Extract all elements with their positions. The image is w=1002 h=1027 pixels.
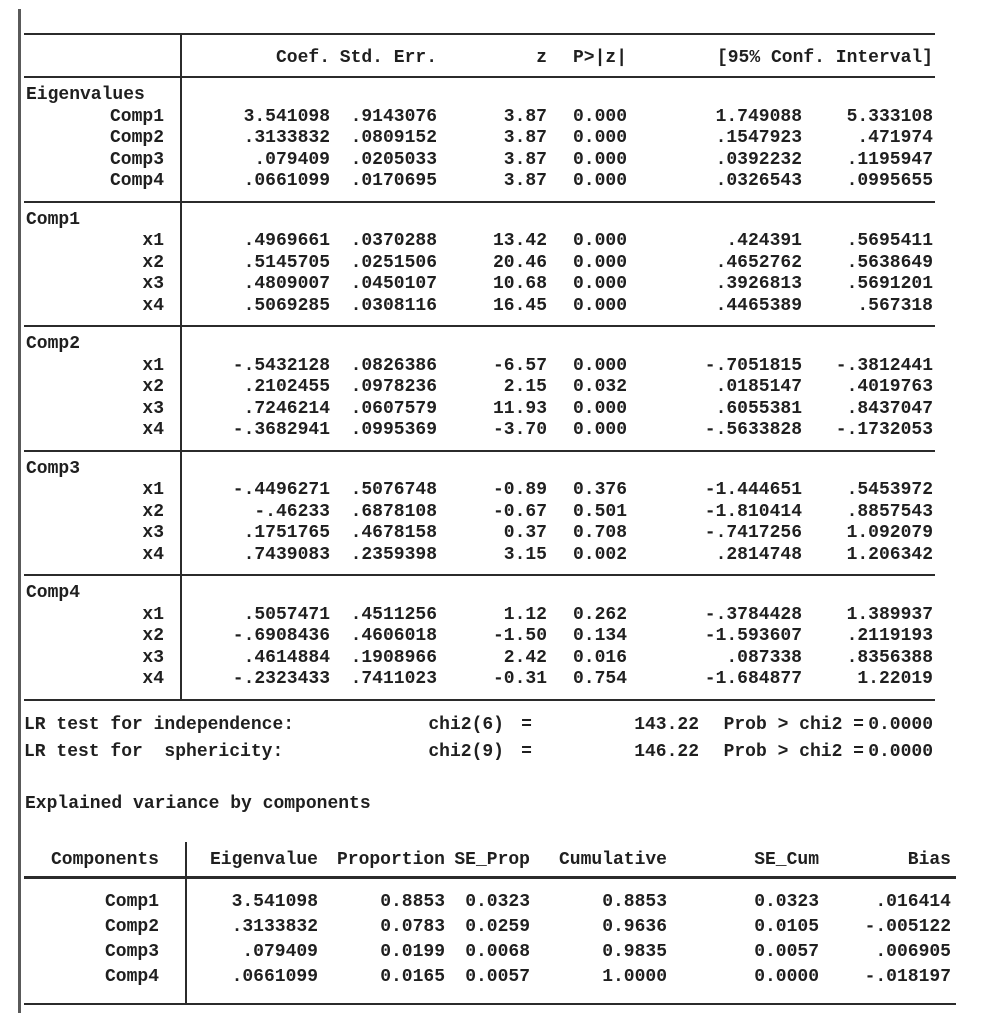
- table-row: [24, 523, 935, 545]
- coef-value: .5057471: [243, 604, 330, 625]
- ci-low-value: -.7051815: [704, 355, 802, 376]
- row-label: x2: [142, 626, 164, 646]
- eigenvalue-value: .0661099: [231, 967, 318, 987]
- stderr-value: .0308116: [350, 295, 437, 316]
- variance-table: [24, 840, 956, 1005]
- ci-low-value: .0326543: [715, 171, 802, 191]
- col-header-z: z: [536, 48, 547, 68]
- table-row: [24, 965, 956, 990]
- ci-high-value: .0995655: [846, 171, 933, 191]
- z-value: 11.93: [492, 398, 547, 419]
- row-label: x2: [142, 252, 164, 273]
- p-value: 0.000: [572, 398, 627, 419]
- ci-high-value: .2119193: [846, 626, 933, 646]
- ci-high-value: 5.333108: [846, 106, 933, 127]
- stderr-value: .0607579: [350, 398, 437, 419]
- table-row: [24, 626, 935, 648]
- ci-high-value: .4019763: [846, 377, 933, 397]
- table-row: [24, 940, 956, 965]
- row-label: Comp1: [104, 892, 159, 912]
- proportion-value: 0.0199: [380, 942, 445, 962]
- ci-low-value: .1547923: [715, 128, 802, 148]
- p-value: 0.262: [572, 604, 627, 625]
- ci-high-value: .5691201: [846, 274, 933, 294]
- col-header-stderr: Std. Err.: [339, 48, 437, 68]
- cumulative-value: 0.9636: [602, 917, 667, 937]
- z-value: 3.87: [503, 106, 547, 127]
- table-section-comp2: [24, 327, 935, 452]
- chi2-stat: chi2(9): [428, 742, 504, 762]
- ci-high-value: .567318: [857, 295, 933, 316]
- coef-value: .5145705: [243, 252, 330, 273]
- ci-high-value: 1.092079: [846, 523, 933, 543]
- ci-high-value: 1.389937: [846, 604, 933, 625]
- se-cum-value: 0.0323: [754, 892, 819, 912]
- table-row: [24, 502, 935, 524]
- p-value: 0.000: [572, 106, 627, 127]
- coef-value: -.3682941: [232, 420, 330, 440]
- section-label: Comp3: [26, 458, 81, 479]
- table-row: [24, 915, 956, 940]
- table-section-comp1: [24, 203, 935, 328]
- z-value: -0.67: [492, 501, 547, 522]
- bias-value: .016414: [875, 892, 951, 912]
- table-row: [24, 480, 935, 502]
- ci-high-value: 1.206342: [846, 544, 933, 565]
- table-row: [24, 890, 956, 915]
- p-value: 0.000: [572, 355, 627, 376]
- z-value: -3.70: [492, 420, 547, 440]
- row-label: Comp1: [109, 106, 164, 127]
- coef-value: .2102455: [243, 377, 330, 397]
- lr-test-sphericity: [24, 739, 935, 766]
- table-row: [24, 171, 935, 193]
- chi2-value: 146.22: [634, 742, 699, 762]
- col-header-components: Components: [50, 850, 159, 870]
- stderr-value: .0251506: [350, 252, 437, 273]
- col-header-se-cum: SE_Cum: [754, 850, 819, 870]
- stderr-value: .4678158: [350, 523, 437, 543]
- ci-high-value: .8356388: [846, 647, 933, 668]
- ci-low-value: .4652762: [715, 252, 802, 273]
- z-value: 3.15: [503, 544, 547, 565]
- section-label: Comp4: [26, 583, 81, 603]
- row-label: x1: [142, 355, 164, 376]
- stderr-value: .9143076: [350, 106, 437, 127]
- p-value: 0.754: [572, 669, 627, 689]
- coef-value: -.5432128: [232, 355, 330, 376]
- chi2-stat: chi2(6): [428, 715, 504, 735]
- z-value: 3.87: [503, 128, 547, 148]
- coef-value: -.2323433: [232, 669, 330, 689]
- row-label: Comp3: [104, 942, 159, 962]
- stderr-value: .0809152: [350, 128, 437, 148]
- ci-low-value: -1.444651: [704, 480, 802, 500]
- p-value: 0.000: [572, 274, 627, 294]
- row-label: x3: [142, 398, 164, 419]
- table-row: [24, 107, 935, 129]
- section-label: Comp2: [26, 334, 81, 354]
- variance-table-header: [24, 840, 956, 879]
- stderr-value: .0450107: [350, 274, 437, 294]
- col-header-eigenvalue: Eigenvalue: [209, 850, 318, 870]
- stderr-value: .0978236: [350, 377, 437, 397]
- ci-high-value: .8437047: [846, 398, 933, 419]
- row-label: x3: [142, 523, 164, 543]
- stderr-value: .0205033: [350, 149, 437, 170]
- cumulative-value: 0.8853: [602, 892, 667, 912]
- ci-high-value: .5638649: [846, 252, 933, 273]
- table-section-eigenvalues: [24, 78, 935, 203]
- section-label: Comp1: [26, 209, 81, 230]
- table-row: [24, 150, 935, 172]
- proportion-value: 0.0783: [380, 917, 445, 937]
- ci-high-value: .5453972: [846, 480, 933, 500]
- z-value: 10.68: [492, 274, 547, 294]
- z-value: 13.42: [492, 231, 547, 251]
- stderr-value: .4606018: [350, 626, 437, 646]
- table-row: [24, 648, 935, 670]
- row-label: Comp3: [109, 149, 164, 170]
- stderr-value: .0170695: [350, 171, 437, 191]
- row-label: Comp2: [104, 917, 159, 937]
- stderr-value: .5076748: [350, 480, 437, 500]
- coef-value: -.46233: [254, 501, 330, 522]
- row-label: x3: [142, 647, 164, 668]
- lr-test-label: LR test for independence:: [24, 715, 295, 735]
- se-prop-value: 0.0057: [465, 967, 530, 987]
- p-value: 0.501: [572, 501, 627, 522]
- proportion-value: 0.8853: [380, 892, 445, 912]
- bias-value: -.018197: [864, 967, 951, 987]
- coef-value: .3133832: [243, 128, 330, 148]
- col-header-cumulative: Cumulative: [558, 850, 667, 870]
- ci-low-value: .2814748: [715, 544, 802, 565]
- p-value: 0.000: [572, 231, 627, 251]
- table-row: [24, 669, 935, 691]
- table-section-comp3: [24, 452, 935, 577]
- coef-value: .079409: [254, 149, 330, 170]
- col-header-bias: Bias: [907, 850, 951, 870]
- z-value: -6.57: [492, 355, 547, 376]
- p-value: 0.002: [572, 544, 627, 565]
- table-row: [24, 399, 935, 421]
- ci-low-value: .0185147: [715, 377, 802, 397]
- row-label: x1: [142, 480, 164, 500]
- p-value: 0.016: [572, 647, 627, 668]
- row-label: x4: [142, 295, 164, 316]
- table-row: [24, 420, 935, 442]
- ci-high-value: 1.22019: [857, 669, 933, 689]
- se-prop-value: 0.0259: [465, 917, 530, 937]
- equals-sign: =: [521, 715, 532, 735]
- coef-value: .7246214: [243, 398, 330, 419]
- coef-value: .4809007: [243, 274, 330, 294]
- bias-value: .006905: [875, 942, 951, 962]
- se-cum-value: 0.0057: [754, 942, 819, 962]
- ci-low-value: -.5633828: [704, 420, 802, 440]
- z-value: 2.42: [503, 647, 547, 668]
- coef-value: .4969661: [243, 231, 330, 251]
- eigenvalue-value: 3.541098: [231, 892, 318, 912]
- table-row: [24, 605, 935, 627]
- table-section-comp4: [24, 576, 935, 701]
- ci-high-value: -.3812441: [835, 355, 933, 376]
- variance-table-body: [24, 879, 956, 1005]
- stderr-value: .4511256: [350, 604, 437, 625]
- coef-value: .7439083: [243, 544, 330, 565]
- variance-table-divider-line: [185, 842, 187, 1005]
- col-header-se-prop: SE_Prop: [454, 850, 530, 870]
- row-label: x2: [142, 377, 164, 397]
- ci-low-value: 1.749088: [715, 106, 802, 127]
- table-row: [24, 274, 935, 296]
- z-value: 2.15: [503, 377, 547, 397]
- p-value: 0.032: [572, 377, 627, 397]
- z-value: 3.87: [503, 149, 547, 170]
- ci-low-value: .087338: [726, 647, 802, 668]
- p-value: 0.134: [572, 626, 627, 646]
- ci-high-value: .5695411: [846, 231, 933, 251]
- cumulative-value: 1.0000: [602, 967, 667, 987]
- coefficient-table: [24, 33, 935, 701]
- col-header-coef: Coef.: [275, 48, 330, 68]
- ci-low-value: -1.684877: [704, 669, 802, 689]
- coef-value: 3.541098: [243, 106, 330, 127]
- se-prop-value: 0.0323: [465, 892, 530, 912]
- z-value: 20.46: [492, 252, 547, 273]
- table-row: [24, 128, 935, 150]
- p-value: 0.000: [572, 128, 627, 148]
- p-value: 0.708: [572, 523, 627, 543]
- coef-value: .5069285: [243, 295, 330, 316]
- table-row: [24, 296, 935, 318]
- z-value: -0.31: [492, 669, 547, 689]
- col-header-proportion: Proportion: [336, 850, 445, 870]
- ci-low-value: .3926813: [715, 274, 802, 294]
- ci-high-value: .471974: [857, 128, 933, 148]
- equals-sign: =: [521, 742, 532, 762]
- stderr-value: .7411023: [350, 669, 437, 689]
- ci-low-value: -1.810414: [704, 501, 802, 522]
- stderr-value: .1908966: [350, 647, 437, 668]
- se-cum-value: 0.0000: [754, 967, 819, 987]
- coef-value: .0661099: [243, 171, 330, 191]
- variance-section-title: Explained variance by components: [25, 794, 371, 814]
- table-divider-line: [180, 35, 182, 701]
- lr-test-label: LR test for sphericity:: [24, 742, 284, 762]
- z-value: 0.37: [503, 523, 547, 543]
- prob-label: Prob > chi2 =: [723, 742, 864, 762]
- chi2-value: 143.22: [634, 715, 699, 735]
- prob-value: 0.0000: [868, 742, 933, 762]
- row-label: x2: [142, 501, 164, 522]
- coef-value: .4614884: [243, 647, 330, 668]
- lr-test-section: [24, 712, 935, 766]
- ci-low-value: .4465389: [715, 295, 802, 316]
- row-label: x1: [142, 231, 164, 251]
- stderr-value: .0826386: [350, 355, 437, 376]
- z-value: 16.45: [492, 295, 547, 316]
- ci-low-value: -.3784428: [704, 604, 802, 625]
- p-value: 0.000: [572, 252, 627, 273]
- lr-test-independence: [24, 712, 935, 739]
- ci-low-value: .0392232: [715, 149, 802, 170]
- coef-value: .1751765: [243, 523, 330, 543]
- p-value: 0.000: [572, 171, 627, 191]
- z-value: -1.50: [492, 626, 547, 646]
- ci-high-value: .8857543: [846, 501, 933, 522]
- se-prop-value: 0.0068: [465, 942, 530, 962]
- z-value: 3.87: [503, 171, 547, 191]
- row-label: Comp4: [104, 967, 159, 987]
- row-label: x4: [142, 420, 164, 440]
- stderr-value: .0995369: [350, 420, 437, 440]
- col-header-ci: [95% Conf. Interval]: [716, 48, 933, 68]
- p-value: 0.000: [572, 149, 627, 170]
- eigenvalue-value: .079409: [242, 942, 318, 962]
- table-row: [24, 253, 935, 275]
- row-label: Comp4: [109, 171, 164, 191]
- results-left-border: [18, 9, 21, 1013]
- p-value: 0.000: [572, 420, 627, 440]
- se-cum-value: 0.0105: [754, 917, 819, 937]
- p-value: 0.376: [572, 480, 627, 500]
- coef-value: -.6908436: [232, 626, 330, 646]
- stderr-value: .0370288: [350, 231, 437, 251]
- section-label: Eigenvalues: [26, 85, 145, 105]
- coefficient-table-header: [24, 35, 935, 78]
- ci-low-value: -1.593607: [704, 626, 802, 646]
- z-value: 1.12: [503, 604, 547, 625]
- ci-low-value: -.7417256: [704, 523, 802, 543]
- row-label: Comp2: [109, 128, 164, 148]
- eigenvalue-value: .3133832: [231, 917, 318, 937]
- coef-value: -.4496271: [232, 480, 330, 500]
- row-label: x1: [142, 604, 164, 625]
- row-label: x4: [142, 544, 164, 565]
- ci-high-value: -.1732053: [835, 420, 933, 440]
- z-value: -0.89: [492, 480, 547, 500]
- ci-low-value: .424391: [726, 231, 802, 251]
- row-label: x3: [142, 274, 164, 294]
- ci-high-value: .1195947: [846, 149, 933, 170]
- prob-value: 0.0000: [868, 715, 933, 735]
- bias-value: -.005122: [864, 917, 951, 937]
- cumulative-value: 0.9835: [602, 942, 667, 962]
- ci-low-value: .6055381: [715, 398, 802, 419]
- table-row: [24, 356, 935, 378]
- row-label: x4: [142, 669, 164, 689]
- stderr-value: .2359398: [350, 544, 437, 565]
- table-row: [24, 545, 935, 567]
- prob-label: Prob > chi2 =: [723, 715, 864, 735]
- table-row: [24, 231, 935, 253]
- col-header-p: P>|z|: [572, 48, 627, 68]
- stderr-value: .6878108: [350, 501, 437, 522]
- p-value: 0.000: [572, 295, 627, 316]
- proportion-value: 0.0165: [380, 967, 445, 987]
- table-row: [24, 377, 935, 399]
